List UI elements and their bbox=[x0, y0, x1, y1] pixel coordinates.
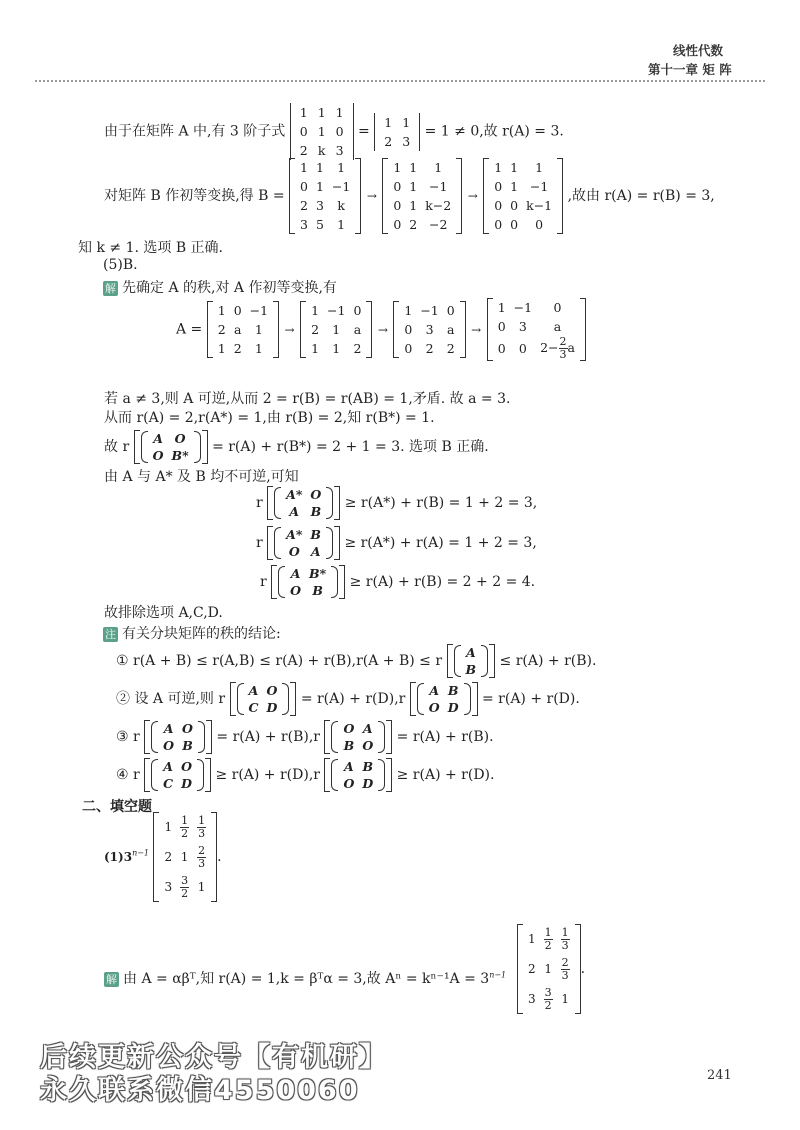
matrix-cell: 1 bbox=[317, 124, 326, 139]
conclusion-3: ③ r A O O B = r(A) + r(B),r O A B O = r(A) + r(B). bbox=[116, 721, 494, 753]
block-matrix bbox=[267, 486, 340, 520]
matrix-cell: B* bbox=[171, 448, 189, 463]
matrix-cell: 3 bbox=[300, 217, 308, 232]
matrix-cell: A bbox=[290, 566, 301, 581]
solution-matrix-wrap: 1 $\frac{1}{2}$ $\frac{1}{3}$ 2 1 $\frac{2}{3}$ 3 $\frac{3}{2}$ 1 . bbox=[517, 924, 585, 1014]
matrix-cell: 1 bbox=[544, 962, 552, 976]
matrix-cell: D bbox=[181, 776, 192, 791]
matrix-cell: O bbox=[362, 738, 374, 753]
matrix-cell: 1 bbox=[317, 105, 326, 120]
text-line-8: 从而 r(A) = 2,r(A*) = 1,由 r(B) = 2,知 r(B*) = 1. bbox=[104, 410, 435, 426]
matrix-cell: 1 bbox=[311, 341, 320, 356]
matrix-cell: 0 bbox=[404, 322, 413, 337]
chapter-title: 第十一章 矩 阵 bbox=[648, 62, 732, 77]
matrix-cell: 1 bbox=[409, 179, 418, 194]
matrix-cell: −1 bbox=[529, 179, 549, 194]
matrix-cell: C bbox=[248, 700, 259, 715]
matrix-cell: 2 bbox=[300, 198, 308, 213]
matrix-cell: 2 bbox=[425, 341, 434, 356]
matrix-cell: 0 bbox=[300, 179, 308, 194]
solution-line: 解 由 A = αβᵀ,知 r(A) = 1,k = βᵀα = 3,故 $A^n = k^{n-1}A = 3^{n-1}$ bbox=[106, 970, 507, 987]
matrix-cell: $\frac{2}{3}$ bbox=[198, 844, 206, 870]
det-suffix: = 1 ≠ 0,故 r(A) = 3. bbox=[424, 123, 564, 140]
block-matrix bbox=[134, 430, 208, 464]
matrix-cell: O bbox=[174, 431, 186, 446]
det-eq: = bbox=[358, 123, 370, 140]
matrix-cell: −2 bbox=[429, 217, 448, 232]
block-matrix bbox=[324, 720, 392, 754]
solution-matrix bbox=[517, 924, 581, 1014]
matrix-cell: A bbox=[344, 759, 354, 774]
matrix-cell: 1 bbox=[332, 322, 341, 337]
matrix-cell: 0 bbox=[535, 217, 544, 232]
matrix-cell: 1 bbox=[254, 322, 263, 337]
solution-tag: 解 bbox=[106, 973, 117, 986]
matrix-cell: $\frac{1}{3}$ bbox=[561, 926, 569, 952]
matrix-cell: 0 bbox=[393, 198, 402, 213]
matrix-cell: 1 bbox=[197, 880, 206, 894]
matrix-cell: 2 bbox=[299, 143, 308, 158]
matrix-cell: 0 bbox=[446, 303, 455, 318]
matrix-cell: 1 bbox=[299, 105, 308, 120]
matrix-cell: a bbox=[233, 322, 242, 337]
matrix-cell: O bbox=[428, 700, 440, 715]
block-prefix: 故 r bbox=[104, 439, 130, 455]
matrix-cell: $\frac{1}{2}$ bbox=[544, 926, 552, 952]
matrix-cell: 1 bbox=[217, 303, 226, 318]
matrix-cell: 3 bbox=[425, 322, 434, 337]
matrix-cell: 1 bbox=[217, 341, 226, 356]
matrix-cell: k bbox=[317, 143, 326, 158]
page-number: 241 bbox=[707, 1068, 732, 1083]
matrix-cell: 2 bbox=[311, 322, 320, 337]
matrix-cell: O bbox=[310, 487, 322, 502]
matrix-cell: B bbox=[447, 683, 459, 698]
solution-tag: 解 bbox=[105, 282, 116, 295]
transform-b-line bbox=[104, 158, 715, 234]
matrix-cell: 2 bbox=[353, 341, 362, 356]
matrix-cell: D bbox=[266, 700, 278, 715]
matrix-cell: 0 bbox=[335, 124, 344, 139]
arrow-icon: → bbox=[284, 322, 295, 337]
block-matrix bbox=[410, 682, 478, 716]
matrix-a-4: 1 −1 0 0 3 a 0 0 2− $\frac{2}{3}$ a bbox=[487, 298, 586, 361]
matrix-cell: 1 bbox=[315, 160, 324, 175]
block-matrix bbox=[267, 526, 340, 560]
matrix-cell: B bbox=[343, 738, 355, 753]
matrix-cell: 1 bbox=[528, 932, 536, 946]
block-matrix bbox=[144, 758, 211, 792]
matrix-cell: $\frac{3}{2}$ bbox=[181, 874, 189, 900]
arrow-icon: → bbox=[467, 189, 478, 203]
matrix-cell: 0 bbox=[510, 217, 519, 232]
book-title: 线性代数 bbox=[673, 43, 724, 58]
matrix-cell: k−1 bbox=[526, 198, 553, 213]
matrix-cell: $\frac{1}{2}$ bbox=[181, 814, 189, 840]
matrix-cell: 1 bbox=[409, 198, 418, 213]
matrix-cell: O bbox=[152, 448, 164, 463]
matrix-cell: 1 bbox=[335, 105, 344, 120]
conclusion-4: ④ r A O C D ≥ r(A) + r(D),r A B O D ≥ r(A) + r(D). bbox=[116, 759, 495, 791]
matrix-cell: 1 bbox=[510, 160, 519, 175]
matrix-cell: −1 bbox=[420, 303, 439, 318]
matrix-cell: 0 bbox=[233, 303, 242, 318]
matrix-cell: 3 bbox=[315, 198, 324, 213]
matrix-cell: A bbox=[429, 683, 440, 698]
matrix-cell: 0 bbox=[393, 217, 402, 232]
matrix-cell: a bbox=[447, 322, 455, 337]
answer-matrix bbox=[153, 812, 217, 902]
matrix-cell: 1 bbox=[494, 160, 503, 175]
matrix-cell: 0 bbox=[353, 303, 362, 318]
matrix-cell: 2 bbox=[446, 341, 455, 356]
matrix-cell: 1 bbox=[315, 179, 324, 194]
matrix-cell: B bbox=[312, 583, 323, 598]
matrix-cell: 3 bbox=[335, 143, 344, 158]
matrix-cell: 0 bbox=[494, 198, 503, 213]
matrix-cell: 1 bbox=[434, 160, 443, 175]
matrix-cell: a bbox=[353, 322, 362, 337]
transform-b-suffix: ,故由 r(A) = r(B) = 3, bbox=[567, 188, 715, 204]
watermark-line-1: 后续更新公众号【有机研】 bbox=[40, 1042, 388, 1073]
matrix-cell: 0 bbox=[299, 124, 308, 139]
matrix-cell: C bbox=[163, 776, 174, 791]
matrix-cell: O bbox=[163, 738, 175, 753]
matrix-cell: 0 bbox=[393, 179, 402, 194]
text-line-11: 故排除选项 A,C,D. bbox=[104, 605, 223, 621]
matrix-cell: A* bbox=[286, 487, 303, 502]
answer-5: (5)B. bbox=[103, 257, 138, 273]
matrix-cell: 2 bbox=[528, 962, 536, 976]
block-matrix bbox=[447, 644, 496, 678]
inequality-3: r A B* O B ≥ r(A) + r(B) = 2 + 2 = 4. bbox=[260, 566, 536, 598]
matrix-cell: $\frac{3}{2}$ bbox=[544, 986, 552, 1012]
matrix-cell: O bbox=[343, 721, 355, 736]
matrix-cell: 1 bbox=[402, 114, 411, 130]
text-line-9 bbox=[104, 430, 489, 464]
inequality-2: r A* B O A ≥ r(A*) + r(A) = 1 + 2 = 3, bbox=[256, 527, 537, 559]
matrix-cell: 1 bbox=[164, 820, 173, 834]
matrix-cell: −1 bbox=[327, 303, 346, 318]
det3-matrix bbox=[290, 103, 354, 160]
matrix-cell: O bbox=[343, 776, 355, 791]
arrow-icon: → bbox=[366, 189, 377, 203]
matrix-a-2 bbox=[300, 301, 372, 358]
matrix-cell: 3 bbox=[164, 880, 173, 894]
watermark-line-2: 永久联系微信4550060 bbox=[40, 1075, 360, 1106]
header-divider bbox=[35, 80, 765, 82]
solution-text: 由 A = αβᵀ,知 r(A) = 1,k = βᵀα = 3,故 Aⁿ = kⁿ⁻¹A = 3 bbox=[123, 971, 490, 987]
matrix-cell: 1 bbox=[332, 341, 341, 356]
matrix-cell: 1 bbox=[337, 160, 346, 175]
determinant-line bbox=[104, 103, 564, 160]
matrix-cell: A bbox=[153, 431, 163, 446]
matrix-cell: 1 bbox=[254, 341, 263, 356]
matrix-a-1 bbox=[207, 301, 279, 358]
matrix-cell: A bbox=[362, 721, 373, 736]
note-tag: 注 bbox=[105, 628, 116, 641]
conclusion-k: 知 k ≠ 1. 选项 B 正确. bbox=[78, 240, 224, 256]
matrix-cell: 5 bbox=[315, 217, 324, 232]
block-matrix bbox=[271, 565, 345, 599]
matrix-cell: B* bbox=[309, 566, 327, 581]
matrix-cell: A bbox=[465, 645, 476, 660]
fill-answer-1: $(1)3^{n-1}$ 1 $\frac{1}{2}$ $\frac{1}{3}$ 2 1 $\frac{2}{3}$ 3 $\frac{3}{2}$ 1 . bbox=[104, 814, 222, 900]
matrix-cell: D bbox=[362, 776, 374, 791]
matrix-cell: 1 bbox=[510, 179, 519, 194]
matrix-b-2 bbox=[382, 158, 462, 234]
matrix-cell: A bbox=[289, 504, 300, 519]
matrix-cell: 2 bbox=[233, 341, 242, 356]
matrix-cell: A bbox=[248, 683, 259, 698]
matrix-cell: A bbox=[163, 721, 174, 736]
note-intro bbox=[103, 623, 281, 643]
matrix-cell: −1 bbox=[429, 179, 448, 194]
matrix-cell: $\frac{2}{3}$ bbox=[561, 956, 569, 982]
matrix-cell: O bbox=[266, 683, 278, 698]
matrix-cell: B bbox=[182, 738, 193, 753]
block-suffix: = r(A) + r(B*) = 2 + 1 = 3. 选项 B 正确. bbox=[212, 439, 489, 455]
matrix-cell: B bbox=[465, 662, 477, 677]
matrix-cell: A* bbox=[286, 527, 303, 542]
matrix-cell: O bbox=[181, 759, 192, 774]
text-line-10: 由 A 与 A* 及 B 均不可逆,可知 bbox=[104, 469, 299, 485]
matrix-cell: 2 bbox=[217, 322, 226, 337]
matrix-cell: −1 bbox=[331, 179, 351, 194]
matrix-cell: A bbox=[310, 544, 321, 559]
matrix-cell: 1 bbox=[561, 992, 569, 1006]
matrix-cell: 1 bbox=[409, 160, 418, 175]
block-matrix bbox=[324, 758, 392, 792]
arrow-icon: → bbox=[471, 322, 482, 337]
solution-intro bbox=[103, 277, 337, 297]
conclusion-2: ② 设 A 可逆,则 r A O C D = r(A) + r(D),r A B O D = r(A) + r(D). bbox=[116, 683, 580, 715]
matrix-cell: −1 bbox=[249, 303, 269, 318]
matrix-cell: 1 bbox=[535, 160, 544, 175]
note-text: 有关分块矩阵的秩的结论: bbox=[122, 626, 281, 642]
matrix-cell: 0 bbox=[404, 341, 413, 356]
matrix-cell: 1 bbox=[311, 303, 320, 318]
matrix-cell: D bbox=[447, 700, 459, 715]
matrix-cell: 0 bbox=[494, 179, 503, 194]
matrix-cell: 1 bbox=[384, 114, 393, 130]
transform-a-line bbox=[176, 298, 586, 361]
block-matrix bbox=[144, 720, 212, 754]
matrix-cell: 1 bbox=[404, 303, 413, 318]
matrix-cell: O bbox=[288, 544, 300, 559]
matrix-cell: 3 bbox=[402, 133, 411, 149]
matrix-cell: B bbox=[310, 504, 322, 519]
det2-matrix bbox=[374, 113, 420, 151]
arrow-icon: → bbox=[377, 322, 388, 337]
matrix-cell: 2 bbox=[384, 133, 393, 149]
matrix-cell: O bbox=[290, 583, 302, 598]
matrix-cell: 1 bbox=[337, 217, 346, 232]
matrix-b-3 bbox=[483, 158, 563, 234]
fraction: $\frac{2}{3}$ bbox=[559, 335, 567, 361]
matrix-cell: 0 bbox=[510, 198, 519, 213]
transform-a-lhs: A = bbox=[176, 321, 203, 338]
matrix-cell: 3 bbox=[528, 992, 536, 1006]
matrix-cell: O bbox=[182, 721, 193, 736]
matrix-cell: k−2 bbox=[425, 198, 452, 213]
matrix-cell: B bbox=[310, 527, 321, 542]
conclusion-1: ① r(A + B) ≤ r(A,B) ≤ r(A) + r(B),r(A + B) ≤ r A B ≤ r(A) + r(B). bbox=[116, 645, 597, 677]
matrix-cell: 2 bbox=[164, 850, 173, 864]
solution-text: 先确定 A 的秩,对 A 作初等变换,有 bbox=[122, 280, 337, 296]
text-line-7: 若 a ≠ 3,则 A 可逆,从而 2 = r(B) = r(AB) = 1,矛盾. 故 a = 3. bbox=[104, 391, 511, 407]
matrix-b-1 bbox=[289, 158, 361, 234]
transform-b-prefix: 对矩阵 B 作初等变换,得 B = bbox=[104, 188, 285, 204]
matrix-cell: 1 bbox=[180, 850, 189, 864]
section-title: 二、填空题 bbox=[82, 799, 152, 815]
matrix-cell: k bbox=[337, 198, 345, 213]
matrix-cell: 2 bbox=[409, 217, 418, 232]
matrix-cell: 1 bbox=[300, 160, 308, 175]
det-prefix: 由于在矩阵 A 中,有 3 阶子式 bbox=[104, 123, 286, 140]
inequality-1: r A* O A B ≥ r(A*) + r(B) = 1 + 2 = 3, bbox=[256, 487, 538, 519]
matrix-cell: $\frac{1}{3}$ bbox=[198, 814, 206, 840]
block-matrix bbox=[230, 682, 297, 716]
matrix-cell: A bbox=[163, 759, 173, 774]
matrix-cell: 1 bbox=[393, 160, 402, 175]
matrix-cell: B bbox=[362, 759, 374, 774]
matrix-a-3 bbox=[393, 301, 465, 358]
matrix-cell: 0 bbox=[494, 217, 503, 232]
